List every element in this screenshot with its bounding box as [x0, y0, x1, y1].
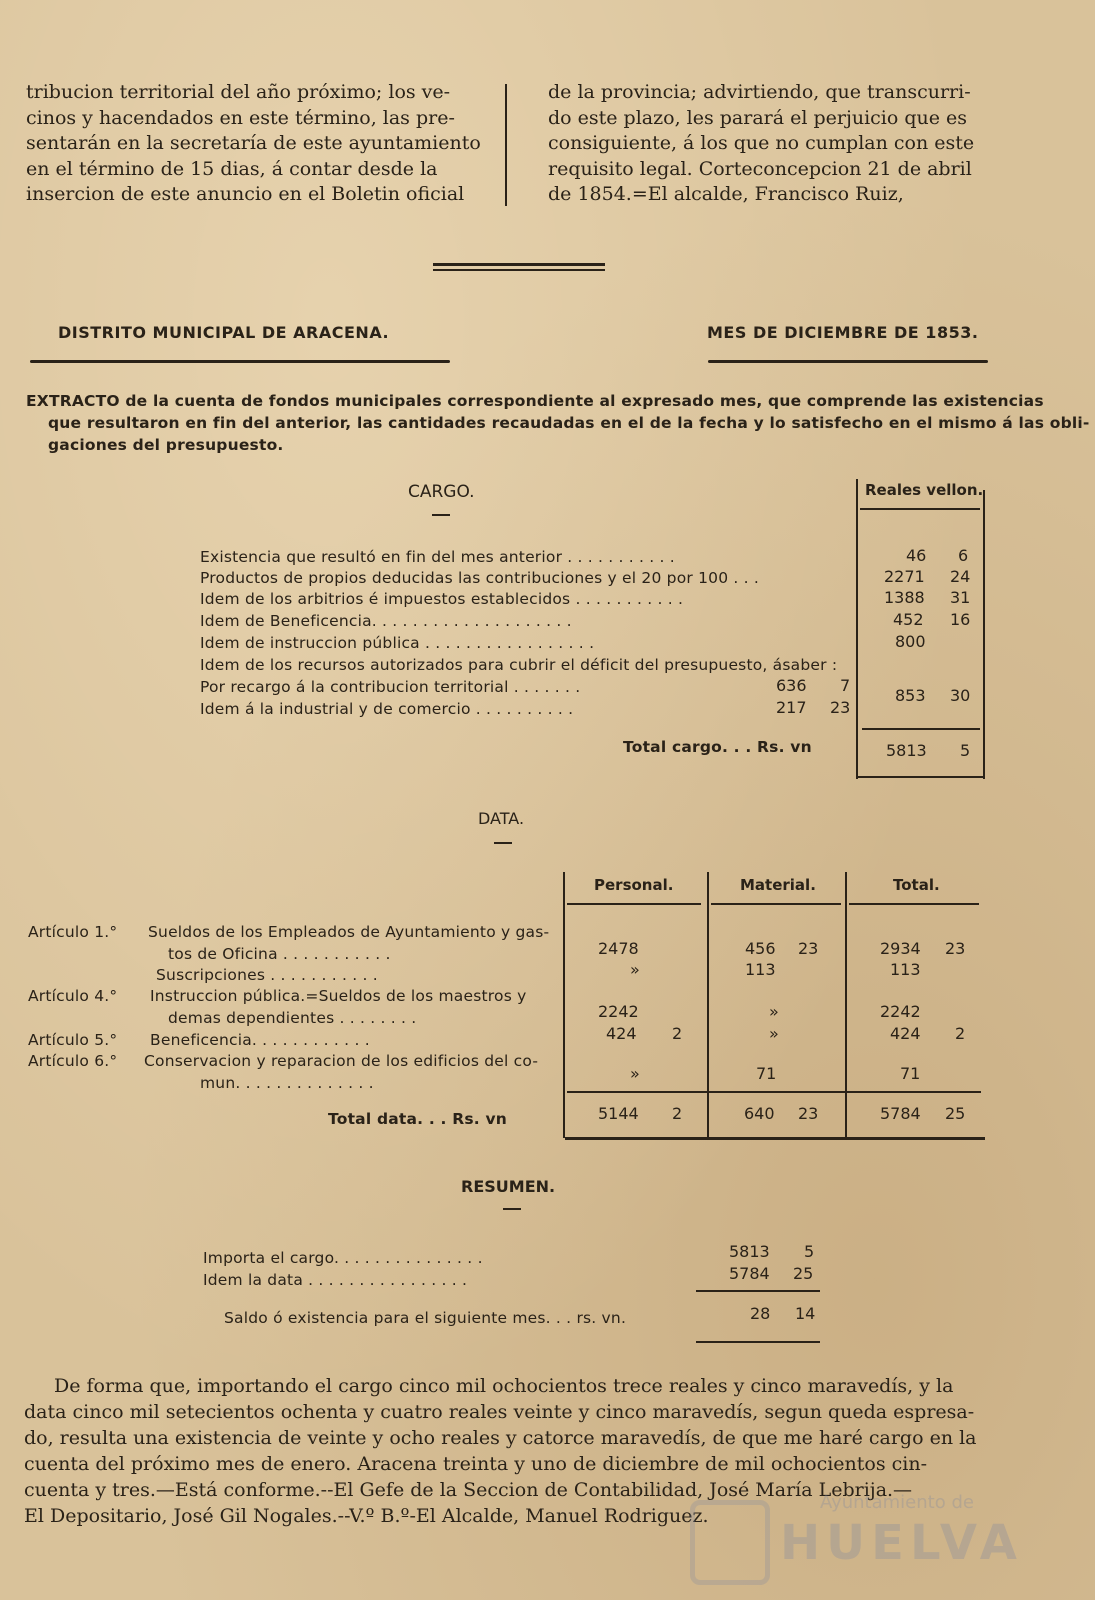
text-line: tribucion territorial del año próximo; los ve-: [26, 81, 451, 103]
cargo-sub-reales: 636: [776, 676, 807, 695]
text-line: cinos y hacendados en este término, las pre-: [26, 106, 455, 129]
cargo-subrow-label: Por recargo á la contribucion territorial . . . . . . .: [200, 678, 581, 696]
total-value: 424: [890, 1024, 921, 1043]
article-number: Artículo 6.°: [28, 1052, 118, 1070]
text-line: de 1854.=El alcalde, Francisco Ruiz,: [548, 183, 904, 205]
total-value: 2934: [880, 939, 921, 958]
material-value: 71: [756, 1064, 777, 1083]
data-title: DATA.: [478, 809, 525, 828]
watermark-logo-icon: [690, 1500, 770, 1585]
title-dash: [494, 842, 512, 844]
resumen-rule: [696, 1341, 820, 1343]
data-total-rule: [567, 1091, 981, 1093]
total-rule: [858, 776, 984, 778]
material-value: 113: [745, 960, 776, 979]
data-header-rule: [849, 903, 979, 905]
cargo-col-rule: [860, 508, 980, 510]
data-total-rule: [565, 1137, 985, 1140]
closing-line: cuenta del próximo mes de enero. Aracena treinta y uno de diciembre de mil ochocientos cin-: [24, 1453, 928, 1475]
text-line: do este plazo, les parará el perjuicio que es: [548, 106, 968, 129]
column-divider: [505, 84, 507, 206]
ornament-rule: [433, 263, 605, 266]
article-desc: Suscripciones . . . . . . . . . . .: [156, 966, 378, 984]
cargo-total-label: Total cargo. . . Rs. vn: [623, 738, 812, 756]
grand-total-mrs: 25: [945, 1104, 966, 1123]
material-value: 456: [745, 939, 776, 958]
total-value: 71: [900, 1064, 921, 1083]
resumen-data-mrs: 25: [793, 1264, 814, 1283]
article-desc: tos de Oficina . . . . . . . . . . .: [168, 945, 391, 963]
material-total-mrs: 23: [798, 1104, 819, 1123]
data-col-rule: [707, 872, 709, 1138]
text-line: insercion de este anuncio en el Boletin oficial: [26, 183, 465, 205]
total-rule: [862, 728, 980, 730]
ornament-rule: [433, 269, 605, 271]
personal-total: 5144: [598, 1104, 639, 1123]
text-line: requisito legal. Corteconcepcion 21 de abril: [548, 157, 972, 180]
resumen-rule: [696, 1290, 820, 1292]
cargo-sub-mrs: 7: [840, 676, 851, 695]
cargo-total-reales: 5813: [886, 741, 927, 760]
resumen-cargo-reales: 5813: [729, 1242, 770, 1261]
total-value: 2242: [880, 1002, 921, 1021]
resumen-data-reales: 5784: [729, 1264, 770, 1283]
resumen-saldo-mrs: 14: [795, 1304, 816, 1323]
cargo-reales: 2271: [884, 567, 925, 586]
personal-value: 2242: [598, 1002, 639, 1021]
cargo-col-header: Reales vellon.: [865, 481, 984, 499]
title-dash: [432, 514, 450, 516]
cargo-mrs: 31: [950, 588, 971, 607]
resumen-saldo-reales: 28: [750, 1304, 771, 1323]
heading-underline: [708, 360, 988, 363]
cargo-row-label: Idem de los arbitrios é impuestos establecidos . . . . . . . . . . .: [200, 590, 684, 608]
personal-value: »: [630, 1064, 640, 1083]
cargo-mrs: 16: [950, 610, 971, 629]
closing-line: De forma que, importando el cargo cinco mil ochocientos trece reales y cinco maravedís, y la: [54, 1375, 954, 1397]
cargo-total-mrs: 5: [960, 741, 971, 760]
data-header-total: Total.: [893, 876, 940, 894]
data-col-rule: [845, 872, 847, 1138]
total-mrs: 2: [955, 1024, 966, 1043]
cargo-mrs: 6: [958, 546, 969, 565]
material-value: »: [769, 1024, 779, 1043]
closing-line: data cinco mil setecientos ochenta y cuatro reales veinte y cinco maravedís, segun queda espresa-: [24, 1401, 975, 1423]
watermark-line1: Ayuntamiento de: [820, 1492, 974, 1513]
cargo-reales: 1388: [884, 588, 925, 607]
intro-line: EXTRACTO de la cuenta de fondos municipales correspondiente al expresado mes, que comprende las existencias: [26, 392, 1044, 410]
article-desc: mun. . . . . . . . . . . . . .: [200, 1074, 374, 1092]
material-value: »: [769, 1002, 779, 1021]
closing-line: do, resulta una existencia de veinte y ocho reales y catorce maravedís, de que me haré cargo en la: [24, 1427, 977, 1449]
cargo-recursos-label: Idem de los recursos autorizados para cubrir el déficit del presupuesto, ásaber :: [200, 656, 838, 674]
top-left-column: [26, 80, 481, 208]
cargo-title: CARGO.: [408, 482, 475, 502]
title-dash: [503, 1208, 521, 1210]
watermark-line2: HUELVA: [780, 1515, 1023, 1571]
cargo-reales: 800: [895, 632, 926, 651]
cargo-subtotal-mrs: 30: [950, 686, 971, 705]
data-header-rule: [711, 903, 841, 905]
month-heading: MES DE DICIEMBRE DE 1853.: [707, 323, 979, 342]
personal-total-mrs: 2: [672, 1104, 683, 1123]
total-value: 113: [890, 960, 921, 979]
text-line: de la provincia; advirtiendo, que transcurri-: [548, 81, 971, 103]
text-line: sentarán en la secretaría de este ayuntamiento: [26, 132, 481, 154]
district-heading: DISTRITO MUNICIPAL DE ARACENA.: [58, 323, 390, 342]
cargo-subrow-label: Idem á la industrial y de comercio . . . . . . . . . .: [200, 700, 574, 718]
personal-value: »: [630, 960, 640, 979]
cargo-subtotal-reales: 853: [895, 686, 926, 705]
article-desc: Instruccion pública.=Sueldos de los maestros y: [150, 987, 527, 1005]
material-total: 640: [744, 1104, 775, 1123]
resumen-cargo-mrs: 5: [804, 1242, 815, 1261]
data-col-rule: [563, 872, 565, 1138]
article-number: Artículo 4.°: [28, 987, 118, 1005]
total-mrs: 23: [945, 939, 966, 958]
cargo-row-label: Productos de propios deducidas las contribuciones y el 20 por 100 . . .: [200, 569, 760, 587]
article-desc: Sueldos de los Empleados de Ayuntamiento y gas-: [148, 923, 550, 941]
resumen-data-label: Idem la data . . . . . . . . . . . . . . . .: [203, 1271, 468, 1289]
cargo-reales: 452: [893, 610, 924, 629]
text-line: consiguiente, á los que no cumplan con este: [548, 132, 975, 154]
article-desc: Conservacion y reparacion de los edificios del co-: [144, 1052, 539, 1070]
cargo-sub-reales: 217: [776, 698, 807, 717]
data-header-material: Material.: [740, 876, 816, 894]
article-desc: Beneficencia. . . . . . . . . . . .: [150, 1031, 370, 1049]
cargo-sub-mrs: 23: [830, 698, 851, 717]
intro-line: gaciones del presupuesto.: [48, 436, 284, 454]
article-desc: demas dependientes . . . . . . . .: [168, 1009, 417, 1027]
data-total-label: Total data. . . Rs. vn: [328, 1110, 508, 1128]
cargo-row-label: Existencia que resultó en fin del mes anterior . . . . . . . . . . .: [200, 548, 675, 566]
personal-value: 424: [606, 1024, 637, 1043]
grand-total: 5784: [880, 1104, 921, 1123]
top-right-column: [548, 80, 988, 208]
resumen-saldo-label: Saldo ó existencia para el siguiente mes. . . rs. vn.: [224, 1309, 627, 1327]
closing-line: El Depositario, José Gil Nogales.--V.º B.º-El Alcalde, Manuel Rodriguez.: [24, 1505, 709, 1527]
personal-mrs: 2: [672, 1024, 683, 1043]
cargo-col-rule: [856, 479, 858, 779]
cargo-mrs: 24: [950, 567, 971, 586]
data-header-rule: [567, 903, 701, 905]
data-header-personal: Personal.: [594, 876, 674, 894]
intro-line: que resultaron en fin del anterior, las cantidades recaudadas en el de la fecha y lo satisfecho en el mismo á las obli-: [48, 414, 1090, 432]
resumen-title: RESUMEN.: [461, 1177, 556, 1196]
cargo-row-label: Idem de Beneficencia. . . . . . . . . . . . . . . . . . . .: [200, 612, 572, 630]
material-mrs: 23: [798, 939, 819, 958]
personal-value: 2478: [598, 939, 639, 958]
cargo-reales: 46: [906, 546, 927, 565]
cargo-row-label: Idem de instruccion pública . . . . . . . . . . . . . . . . .: [200, 634, 595, 652]
heading-underline: [30, 360, 450, 363]
text-line: en el término de 15 dias, á contar desde la: [26, 157, 438, 180]
article-number: Artículo 1.°: [28, 923, 118, 941]
article-number: Artículo 5.°: [28, 1031, 118, 1049]
cargo-col-rule: [983, 490, 985, 779]
resumen-cargo-label: Importa el cargo. . . . . . . . . . . . . . .: [203, 1249, 483, 1267]
closing-line: cuenta y tres.—Está conforme.--El Gefe de la Seccion de Contabilidad, José María Lebrija.—: [24, 1479, 913, 1501]
